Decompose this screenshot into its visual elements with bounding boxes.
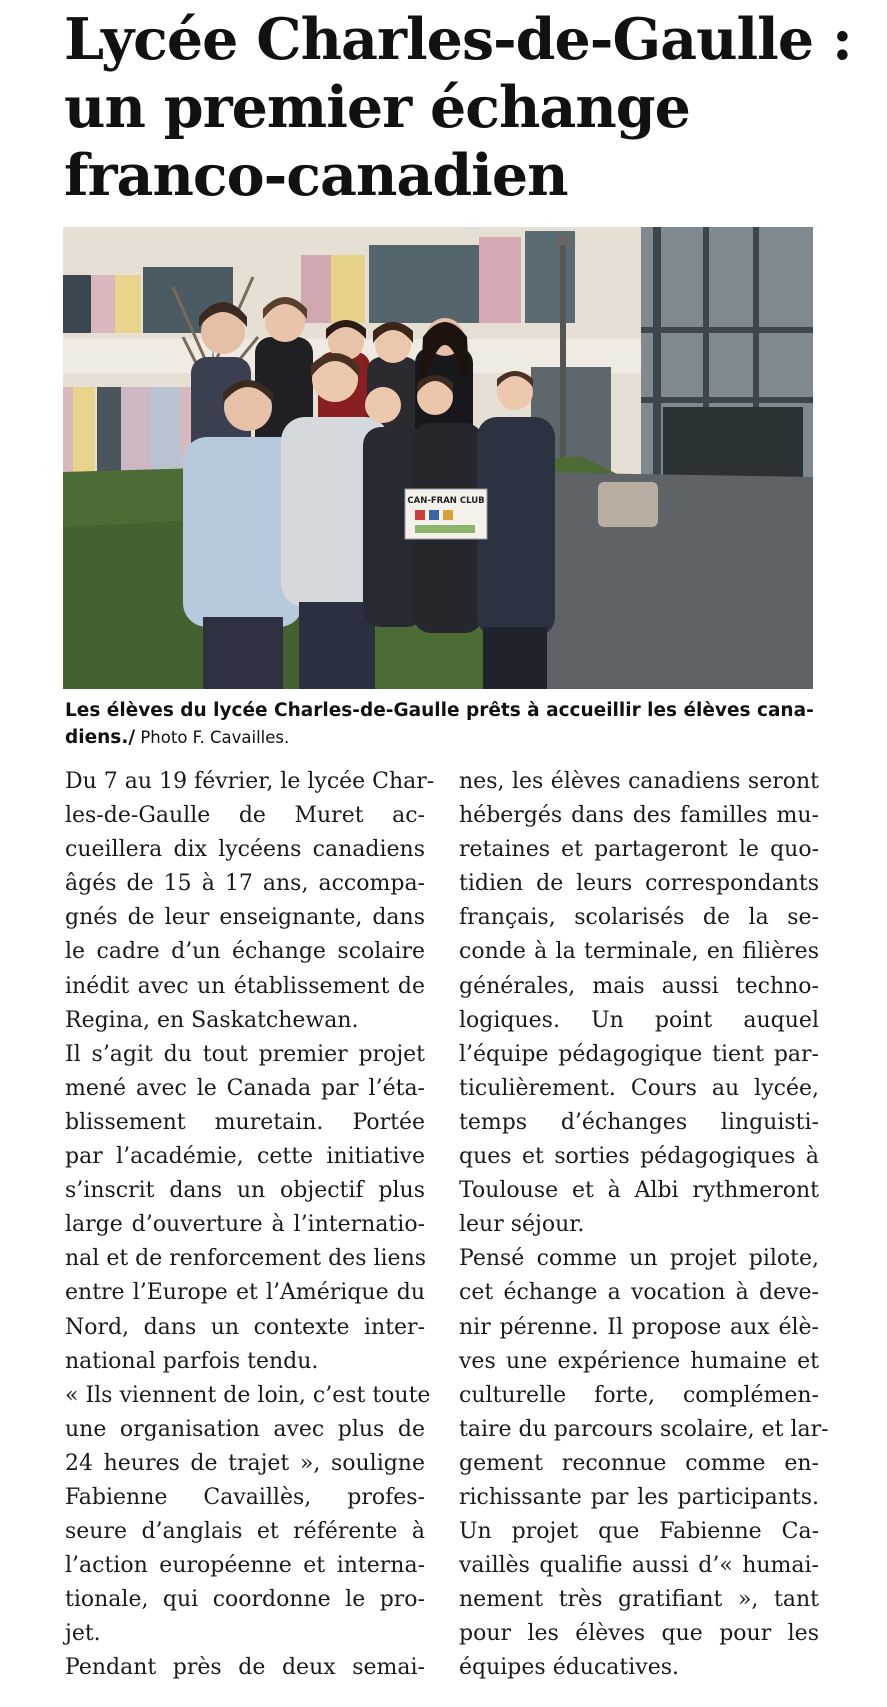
left-column-line: les-de-Gaulle de Muret ac- — [65, 803, 425, 829]
caption-text-line-1: Les élèves du lycée Charles-de-Gaulle prêts à accueillir les élèves cana- — [65, 700, 814, 721]
left-column-line: tionale, qui coordonne le pro- — [65, 1587, 425, 1613]
left-column-line: Regina, en Saskatchewan. — [65, 1007, 359, 1033]
right-column-line: ticulièrement. Cours au lycée, — [459, 1075, 819, 1101]
left-column-line: gnés de leur enseignante, dans — [65, 905, 425, 931]
right-column-line: Un projet que Fabienne Ca- — [459, 1519, 819, 1545]
left-column-line: mené avec le Canada par l’éta- — [65, 1075, 425, 1101]
right-column-line: Pensé comme un projet pilote, — [459, 1246, 819, 1272]
headline-line-2: un premier échange — [64, 74, 690, 141]
right-column-line: équipes éducatives. — [459, 1655, 680, 1681]
right-column-line: culturelle forte, complémen- — [459, 1382, 819, 1408]
group-photo-illustration — [63, 227, 813, 689]
article-column-left — [65, 765, 435, 1686]
right-column-line: l’équipe pédagogique tient par- — [459, 1041, 819, 1067]
headline-line-3: franco-canadien — [64, 142, 568, 209]
right-column-line: taire du parcours scolaire, et lar- — [459, 1416, 829, 1442]
left-column-line: jet. — [65, 1621, 101, 1647]
left-column-line: entre l’Europe et l’Amérique du — [65, 1280, 425, 1306]
left-column-line: s’inscrit dans un objectif plus — [65, 1178, 425, 1204]
article-column-right — [459, 765, 829, 1686]
right-column-line: pour les élèves que pour les — [459, 1621, 819, 1647]
left-column-line: Du 7 au 19 février, le lycée Char- — [65, 769, 435, 794]
right-column-line: ques et sorties pédagogiques à — [459, 1144, 819, 1170]
right-column-line: vaillès qualifie aussi d’« humai- — [459, 1553, 819, 1579]
left-column-line: « Ils viennent de loin, c’est toute — [65, 1382, 431, 1408]
left-column-line: seure d’anglais et référente à — [65, 1519, 425, 1545]
can-fran-club-sign — [405, 489, 487, 539]
photo-caption — [65, 697, 825, 751]
right-column-line: générales, mais aussi techno- — [459, 973, 819, 999]
left-column-line: blissement muretain. Portée — [65, 1109, 425, 1135]
right-column-line: ves une expérience humaine et — [459, 1348, 819, 1374]
left-column-line: 24 heures de trajet », souligne — [65, 1450, 425, 1476]
right-column-line: nement très gratifiant », tant — [459, 1587, 819, 1613]
left-column-line: nal et de renforcement des liens — [65, 1246, 427, 1272]
caption-text-line-2: diens./ — [65, 727, 136, 748]
right-column-line: logiques. Un point auquel — [459, 1007, 819, 1033]
article-photo — [63, 227, 813, 689]
right-column-line: nir pérenne. Il propose aux élè- — [459, 1314, 819, 1340]
left-column-line: âgés de 15 à 17 ans, accompa- — [65, 871, 425, 897]
right-column-line: richissante par les participants. — [459, 1484, 819, 1510]
right-column-line: conde à la terminale, en filières — [459, 939, 819, 965]
left-column-line: Fabienne Cavaillès, profes- — [65, 1484, 425, 1510]
right-column-line: français, scolarisés de la se- — [459, 905, 819, 931]
right-column-line: tidien de leurs correspondants — [459, 871, 819, 897]
right-column-line: leur séjour. — [459, 1212, 585, 1238]
headline-line-1: Lycée Charles-de-Gaulle : — [64, 6, 852, 73]
left-column-line: large d’ouverture à l’internatio- — [65, 1212, 425, 1238]
right-column-line: temps d’échanges linguisti- — [459, 1109, 819, 1135]
right-column-line: cet échange a vocation à deve- — [459, 1280, 819, 1306]
left-column-line: l’action européenne et interna- — [65, 1553, 425, 1579]
left-column-line: Il s’agit du tout premier projet — [65, 1041, 425, 1067]
photo-credit: Photo F. Cavailles. — [135, 728, 290, 747]
right-column-line: gement reconnue comme en- — [459, 1450, 819, 1476]
left-column-line: une organisation avec plus de — [65, 1416, 425, 1442]
left-column-line: inédit avec un établissement de — [65, 973, 425, 999]
right-column-line: retaines et partageront le quo- — [459, 837, 819, 863]
headline — [64, 6, 854, 210]
left-column-line: Nord, dans un contexte inter- — [65, 1314, 425, 1340]
left-column-line: cueillera dix lycéens canadiens — [65, 837, 425, 863]
right-column-line: nes, les élèves canadiens seront — [459, 769, 819, 794]
left-column-line: Pendant près de deux semai- — [65, 1655, 425, 1681]
sign-text: CAN-FRAN CLUB — [407, 496, 485, 506]
right-column-line: Toulouse et à Albi rythmeront — [459, 1178, 819, 1204]
left-column-line: le cadre d’un échange scolaire — [65, 939, 425, 965]
right-column-line: hébergés dans des familles mu- — [459, 803, 819, 829]
left-column-line: par l’académie, cette initiative — [65, 1144, 425, 1170]
left-column-line: national parfois tendu. — [65, 1348, 319, 1374]
